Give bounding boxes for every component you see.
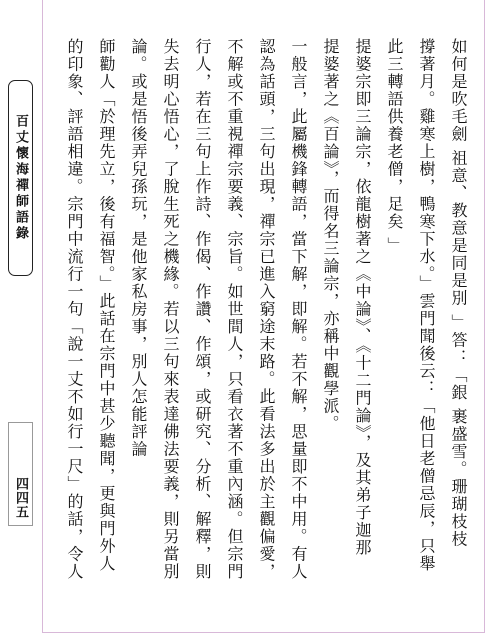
page-number: 四四五	[13, 477, 28, 519]
text-column: 不解或不重視禪宗要義、宗旨。如世間人，只看衣著不重內涵。但宗門	[225, 38, 244, 581]
book-title-tab	[8, 80, 33, 276]
text-column: 師勸人「於理先立，後有福智。」此話在宗門中甚少聽聞，更與門外人	[97, 38, 116, 573]
text-column: 如何是吹毛劍 祖意、教意是同是別 」答：「銀 裹盛雪。珊瑚枝枝	[449, 38, 468, 548]
book-title: 百丈懷海禪師語錄	[13, 114, 28, 242]
text-column: 認為話頭，三句出現，禪宗已進入窮途末路。此看法多出於主觀偏愛，	[257, 38, 276, 581]
text-column: 提婆著之《百論》，而得名三論宗，亦稱中觀學派。	[321, 38, 340, 433]
text-column: 撐著月。雞寒上樹，鴨寒下水。」雲門聞後云：「他日老僧忌辰，只舉	[417, 38, 436, 573]
body-text	[62, 38, 474, 624]
text-column: 一般言，此屬機鋒轉語，當下解，即解。若不解，思量即不中用。有人	[289, 38, 308, 581]
text-column: 此三轉語供養老僧，足矣 」	[385, 38, 404, 255]
text-column: 的印象、評語相違。宗門中流行一句「說一丈不如行一尺」的話，令人	[65, 38, 84, 581]
page-number-box	[8, 422, 33, 526]
text-column: 提婆宗即三論宗，依龍樹著之《中論》、《十二門論》，及其弟子迦那	[353, 38, 372, 557]
text-column: 失去明心悟心，了脫生死之機緣。若以三句來表達佛法要義，則另當別	[161, 38, 180, 581]
text-column: 行人，若在三句上作詩、作偈、作讚、作頌，或研究、分析、解釋，則	[193, 38, 212, 581]
text-column: 論。或是悟後弄兒孫玩，是他家私房事，別人怎能評論	[129, 38, 148, 458]
